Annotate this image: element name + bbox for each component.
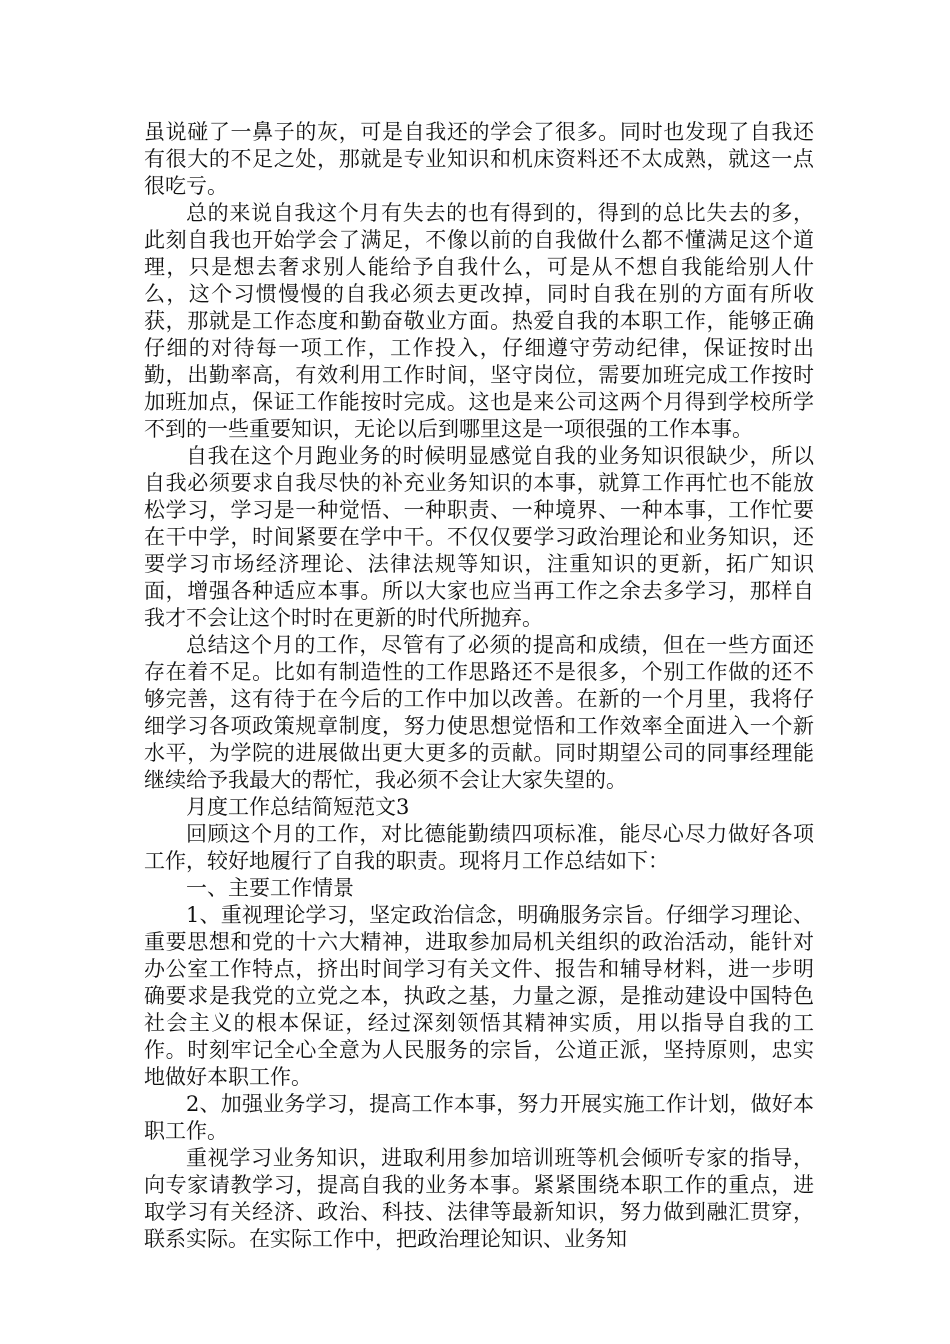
paragraph-1: 虽说碰了一鼻子的灰，可是自我还的学会了很多。同时也发现了自我还有很大的不足之处，那就是专业知识和机床资料还不太成熟，就这一点很吃亏。	[144, 120, 814, 198]
document-body	[144, 119, 814, 1253]
paragraph-2: 总的来说自我这个月有失去的也有得到的，得到的总比失去的多，此刻自我也开始学会了满足，不像以前的自我做什么都不懂满足这个道理，只是想去奢求别人能给予自我什么，可是从不想自我能给别人什么，这个习惯慢慢的自我必须去更改掉，同时自我在别的方面有所收获，那就是工作态度和勤奋敬业方面。热爱自我的本职工作，能够正确仔细的对待每一项工作，工作投入，仔细遵守劳动纪律，保证按时出勤，出勤率高，有效利用工作时间，坚守岗位，需要加班完成工作按时加班加点，保证工作能按时完成。这也是来公司这两个月得到学校所学不到的一些重要知识，无论以后到哪里这是一项很强的工作本事。	[144, 201, 814, 441]
paragraph-4: 总结这个月的工作，尽管有了必须的提高和成绩，但在一些方面还存在着不足。比如有制造性的工作思路还不是很多，个别工作做的还不够完善，这有待于在今后的工作中加以改善。在新的一个月里，我将仔细学习各项政策规章制度，努力使思想觉悟和工作效率全面进入一个新水平，为学院的进展做出更大更多的贡献。同时期望公司的同事经理能继续给予我最大的帮忙，我必须不会让大家失望的。	[144, 633, 814, 792]
list-item-1: 1、重视理论学习，坚定政治信念，明确服务宗旨。仔细学习理论、重要思想和党的十六大精神，进取参加局机关组织的政治活动，能针对办公室工作特点，挤出时间学习有关文件、报告和辅导材料，进一步明确要求是我党的立党之本，执政之基，力量之源，是推动建设中国特色社会主义的根本保证，经过深刻领悟其精神实质，用以指导自我的工作。时刻牢记全心全意为人民服务的宗旨，公道正派，坚持原则，忠实地做好本职工作。	[144, 903, 814, 1089]
paragraph-3: 自我在这个月跑业务的时候明显感觉自我的业务知识很缺少，所以自我必须要求自我尽快的补充业务知识的本事，就算工作再忙也不能放松学习，学习是一种觉悟、一种职责、一种境界、一种本事，工作忙要在干中学，时间紧要在学中干。不仅仅要学习政治理论和业务知识，还要学习市场经济理论、法律法规等知识，注重知识的更新，拓广知识面，增强各种适应本事。所以大家也应当再工作之余去多学习，那样自我才不会让这个时时在更新的时代所抛弃。	[144, 444, 814, 630]
section-heading-sample-3: 月度工作总结简短范文3	[186, 795, 410, 819]
section-heading-main-work: 一、主要工作情景	[186, 876, 354, 900]
paragraph-business-study: 重视学习业务知识，进取利用参加培训班等机会倾听专家的指导，向专家请教学习，提高自我的业务本事。紧紧围绕本职工作的重点，进取学习有关经济、政治、科技、法律等最新知识，努力做到融汇贯穿，联系实际。在实际工作中，把政治理论知识、业务知	[144, 1146, 814, 1251]
list-item-2: 2、加强业务学习，提高工作本事，努力开展实施工作计划，做好本职工作。	[144, 1092, 814, 1143]
paragraph-review: 回顾这个月的工作，对比德能勤绩四项标准，能尽心尽力做好各项工作，较好地履行了自我的职责。现将月工作总结如下：	[144, 822, 814, 873]
